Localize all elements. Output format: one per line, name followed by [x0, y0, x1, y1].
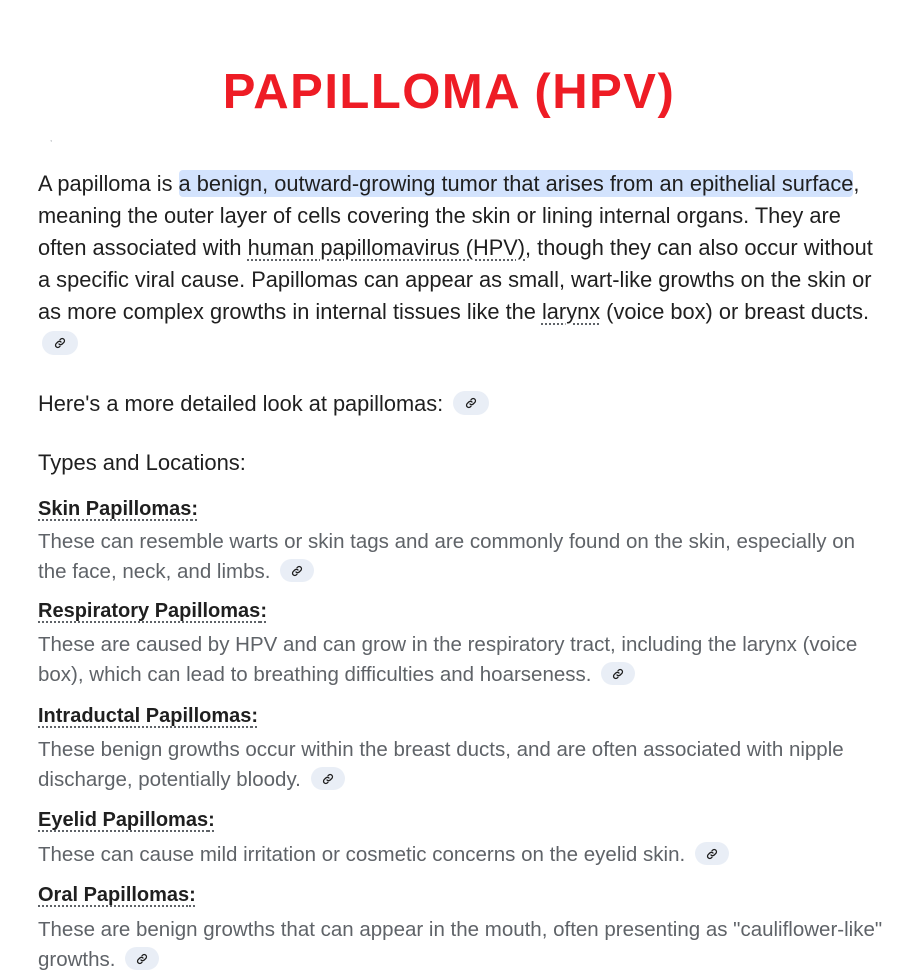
item-title-eyelid[interactable]: Eyelid Papillomas:: [38, 809, 215, 831]
source-link-button[interactable]: [42, 331, 78, 355]
item-title-intraductal[interactable]: Intraductal Papillomas:: [38, 705, 259, 727]
stray-mark: ,: [50, 134, 53, 143]
item-title-skin[interactable]: Skin Papillomas:: [38, 498, 199, 520]
source-link-button[interactable]: [601, 662, 635, 685]
item-desc-oral: [38, 915, 888, 975]
item-title-text: Intraductal Papillomas: [38, 705, 252, 727]
item-desc-text: These can resemble warts or skin tags and are commonly found on the skin, especially on the face, neck, and limbs.: [38, 530, 855, 583]
intro-paragraph: [38, 168, 888, 360]
source-link-button[interactable]: [311, 767, 345, 790]
source-link-button[interactable]: [453, 391, 489, 415]
item-desc-intraductal: [38, 735, 888, 795]
item-title-text: Oral Papillomas: [38, 884, 190, 906]
source-link-button[interactable]: [695, 842, 729, 865]
item-title-text: Respiratory Papillomas: [38, 600, 261, 622]
intro-text-end: (voice box) or breast ducts.: [600, 299, 870, 324]
intro-text-middle: , meaning the outer layer of cells covering the skin or lining internal organs. They are often associated with: [38, 171, 860, 260]
link-icon: [322, 773, 334, 785]
lead-text: Here's a more detailed look at papillomas:: [38, 391, 444, 416]
link-icon: [291, 565, 303, 577]
item-desc-text: These benign growths occur within the breast ducts, and are often associated with nipple discharge, potentially bloody.: [38, 738, 844, 791]
highlighted-definition: a benign, outward-growing tumor that arises from an epithelial surface: [178, 171, 854, 196]
link-icon: [54, 337, 66, 349]
item-title-oral[interactable]: Oral Papillomas:: [38, 884, 196, 906]
link-icon: [465, 397, 477, 409]
item-desc-text: These are caused by HPV and can grow in the respiratory tract, including the larynx (voice box), which can lead to breathing difficulties and hoarseness.: [38, 633, 858, 686]
source-link-button[interactable]: [125, 947, 159, 970]
item-desc-text: These are benign growths that can appear in the mouth, often presenting as "cauliflower-like" growths.: [38, 918, 883, 971]
item-title-text: Skin Papillomas: [38, 498, 192, 520]
item-title-respiratory[interactable]: Respiratory Papillomas:: [38, 600, 267, 622]
intro-text-start: A papilloma is: [38, 171, 179, 196]
larynx-term-link[interactable]: larynx: [541, 299, 601, 324]
item-desc-eyelid: [38, 840, 888, 870]
item-desc-skin: [38, 527, 888, 587]
source-link-button[interactable]: [280, 559, 314, 582]
lead-sentence: [38, 388, 888, 420]
item-desc-text: These can cause mild irritation or cosmetic concerns on the eyelid skin.: [38, 843, 686, 866]
item-title-text: Eyelid Papillomas: [38, 809, 209, 831]
item-desc-respiratory: [38, 630, 888, 690]
link-icon: [706, 848, 718, 860]
hpv-term-link[interactable]: human papillomavirus (HPV): [247, 235, 526, 260]
page-title: PAPILLOMA (HPV): [222, 65, 676, 119]
intro-text-middle-2: , though they can also occur without a specific viral cause. Papillomas can appear as small, wart-like growths on the skin or as more complex growths in internal tissues like the: [38, 235, 873, 324]
link-icon: [136, 953, 148, 965]
link-icon: [612, 668, 624, 680]
section-heading: Types and Locations:: [38, 450, 246, 475]
